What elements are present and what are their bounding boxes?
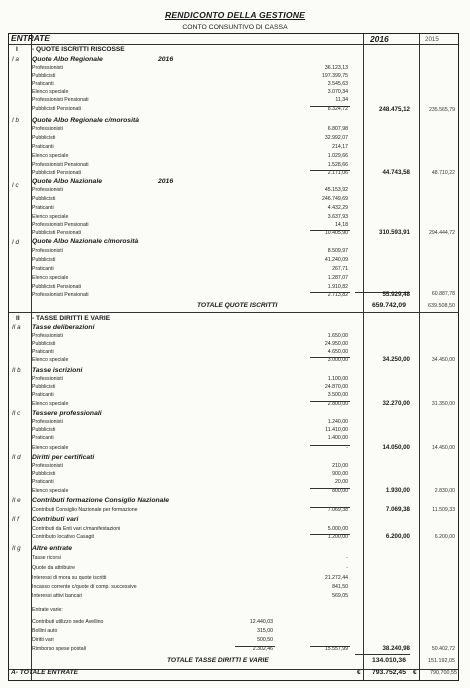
subtotal-rule (310, 445, 350, 446)
line-item-label: Pubblicisti (32, 257, 56, 263)
line-item-label: Pubblicisti Pensionati (32, 284, 82, 290)
line-item-label: Pubblicisti (32, 341, 56, 347)
line-item-value: 41.240,09 (324, 257, 348, 263)
subtotal-rule (310, 534, 350, 535)
line-item-label: Pubblicisti (32, 73, 56, 79)
line-item-value: 32.992,07 (324, 135, 348, 141)
line-item-label: Praticanti (32, 392, 54, 398)
line-item-label: Incasso corrente c/quote di comp. successive (32, 584, 137, 590)
group-prev-total: 235.565,79 (429, 107, 455, 113)
group-code: II f (12, 516, 19, 523)
line-item-value: 210,00 (332, 463, 348, 469)
line-item-label: Pubblicisti (32, 384, 56, 390)
group-prev-total: 14.450,00 (431, 445, 455, 451)
line-item-value: 267,71 (332, 266, 348, 272)
line-item-label: Professionisti (32, 333, 63, 339)
group-code: I a (12, 56, 19, 63)
line-item-value: 1.287,07 (327, 275, 348, 281)
line-item-value: 24.950,00 (324, 341, 348, 347)
table-header-row (9, 34, 458, 45)
group-code: II d (12, 454, 21, 461)
group-title: Quote Albo Regionale (32, 56, 103, 63)
line-item-value: - (346, 565, 348, 571)
line-item-label: Professionisti Pensionati (32, 162, 89, 168)
line-item-value: 10.405,90 (324, 230, 348, 236)
line-item-value: 214,17 (332, 144, 348, 150)
subtotal-rule (310, 401, 350, 402)
line-item-value: 1.029,66 (327, 153, 348, 159)
section-total-prev: 151.192,05 (428, 658, 455, 664)
line-item-value: 5.000,00 (327, 526, 348, 532)
line-item-label: Praticanti (32, 81, 54, 87)
line-item-label: Elenco speciale (32, 488, 69, 494)
line-item-value: 3.000,00 (327, 357, 348, 363)
group-prev-total: 6.200,00 (434, 534, 455, 540)
group-prev-total: 11.509,33 (432, 507, 455, 513)
line-item-label: Pubblicisti Pensionati (32, 230, 82, 236)
line-item-label: Professionisti (32, 376, 63, 382)
line-item-value: 197.399,75 (322, 73, 348, 79)
line-item-value: 2.302,46 (252, 646, 273, 652)
group-prev-total: 294.444,72 (429, 230, 455, 236)
section-divider (9, 312, 459, 313)
group-title: Quote Albo Nazionale c/morosità (32, 238, 139, 245)
group-title: Contributi formazione Consiglio Nazionale (32, 497, 170, 504)
line-item-value: 14,18 (335, 222, 348, 228)
report-subtitle: CONTO CONSUNTIVO DI CASSA (182, 24, 288, 31)
line-item-label: Professionisti (32, 126, 63, 132)
group-title: Tasse deliberazioni (32, 324, 95, 331)
section-total-value: 659.742,09 (371, 302, 406, 309)
line-item-label: Tasse ricorsi (32, 555, 61, 561)
group-prev-total: 34.450,00 (431, 357, 455, 363)
line-item-value: 36.123,13 (324, 65, 348, 71)
subtotal-rule (235, 646, 275, 647)
grand-total-value: 793.752,45 (371, 669, 406, 676)
subtotal-rule (310, 170, 350, 171)
group-code: I c (12, 182, 19, 189)
line-item-value: 8.324,72 (327, 106, 348, 112)
grand-total-prev: 790.700,55 (430, 670, 457, 676)
line-item-value: 246.749,69 (322, 196, 348, 202)
line-item-value: 1.910,82 (327, 284, 348, 290)
total-rule (355, 654, 410, 655)
group-title: Tessere professionali (32, 410, 102, 417)
subtotal-rule (310, 507, 350, 508)
group-total: 6.200,00 (385, 533, 410, 540)
report-title: RENDICONTO DELLA GESTIONE (164, 10, 306, 20)
line-item-label: Elenco speciale (32, 275, 69, 281)
line-item-label: Elenco speciale (32, 214, 69, 220)
line-item-label: Professionisti (32, 419, 63, 425)
year-current-heading: 2016 (370, 34, 389, 44)
line-item-value: 7.069,38 (327, 507, 348, 513)
section-title: - TASSE DIRITTI E VARIE (32, 315, 111, 322)
subtotal-rule (310, 106, 350, 107)
line-item-label: Elenco speciale (32, 89, 69, 95)
group-prev-total: 2.830,00 (434, 488, 455, 494)
line-item-label: Interessi di mora su quote iscritti (32, 575, 107, 581)
group-title: Quote Albo Regionale c/morosità (32, 117, 140, 124)
line-item-label: Professionisti (32, 65, 63, 71)
subtotal-rule (310, 230, 350, 231)
line-item-label: Elenco speciale (32, 153, 69, 159)
group-code: II c (12, 410, 21, 417)
line-item-label: Praticanti (32, 435, 54, 441)
group-title: Tasse iscrizioni (32, 367, 83, 374)
line-item-value: 21.272,44 (324, 575, 348, 581)
line-item-label: Praticanti (32, 205, 54, 211)
group-prev-total: 31.350,00 (431, 401, 455, 407)
line-item-label: Professionisti (32, 248, 63, 254)
line-item-label: Pubblicisti (32, 471, 56, 477)
group-total: 310.593,91 (379, 229, 410, 236)
line-item-value: 4.432,29 (327, 205, 348, 211)
line-item-value: 800,00 (332, 488, 348, 494)
line-item-label: Professionisti Pensionati (32, 292, 89, 298)
group-total: 1.930,00 (385, 487, 410, 494)
line-item-value: 841,50 (332, 584, 348, 590)
line-item-value: - (346, 555, 348, 561)
line-item-value: 11.410,00 (325, 427, 348, 433)
group-total: 55.929,48 (382, 291, 410, 298)
section-total-value: 134.010,36 (371, 657, 406, 664)
grand-total-label: A- TOTALE ENTRATE (11, 669, 79, 676)
line-item-value: 3.545,63 (327, 81, 348, 87)
line-item-value: 2.800,00 (327, 401, 348, 407)
line-item-label: Professionisti (32, 187, 63, 193)
line-item-value: 3.070,34 (327, 89, 348, 95)
line-item-label: Praticanti (32, 479, 54, 485)
line-item-value: 500,50 (257, 637, 273, 643)
group-title: Altre entrate (32, 545, 73, 552)
group-prev-total: 50.402,72 (431, 646, 455, 652)
group-code: II e (12, 497, 21, 504)
group-code: II g (12, 545, 21, 552)
subtotal-rule (310, 488, 350, 489)
entrate-heading: ENTRATE (11, 33, 50, 43)
line-item-label: Contributi utilizzo sede Avellino (32, 619, 104, 625)
group-code: I d (12, 239, 19, 246)
group-code: II a (12, 324, 21, 331)
line-item-label: Elenco speciale (32, 401, 69, 407)
line-item-value: 45.153,92 (324, 187, 348, 193)
line-item-value: 2.171,06 (327, 170, 348, 176)
line-item-label: Contributi da Enti vari c/manifestazioni (32, 526, 121, 532)
line-item-value: 1.200,00 (327, 534, 348, 540)
line-item-value: 4.650,00 (327, 349, 348, 355)
section-number: II (16, 315, 20, 322)
line-item-value: 6.807,98 (327, 126, 348, 132)
line-item-value: - (346, 445, 348, 451)
line-item-label: Praticanti (32, 349, 54, 355)
line-item-value: 1.100,00 (327, 376, 348, 382)
line-item-value: 11,34 (335, 97, 348, 103)
group-prev-total: 60.887,78 (431, 291, 455, 297)
line-item-label: Interessi attivi bancari (32, 593, 83, 599)
line-item-label: Pubblicisti (32, 196, 56, 202)
line-item-label: Quote da attribuire (32, 565, 75, 571)
group-code: II b (12, 367, 21, 374)
line-item-value: 3.637,93 (327, 214, 348, 220)
line-item-value: 1.240,00 (327, 419, 348, 425)
group-year: 2016 (158, 178, 174, 185)
line-item-label: Praticanti (32, 144, 54, 150)
subtotal-rule (310, 357, 350, 358)
line-item-value: 900,00 (332, 471, 348, 477)
line-item-value: 24.870,00 (324, 384, 348, 390)
line-item-value: 315,00 (257, 628, 273, 634)
group-total: 14.050,00 (382, 444, 410, 451)
group-code: I b (12, 117, 19, 124)
line-item-label: Pubblicisti Pensionati (32, 170, 82, 176)
group-title: Diritti per certificati (32, 454, 95, 461)
group-title: Quote Albo Nazionale (32, 178, 102, 185)
year-prev-heading: 2015 (425, 36, 439, 43)
group-total: 7.069,38 (385, 506, 410, 513)
line-item-value: 12.440,03 (249, 619, 273, 625)
section-total-label: TOTALE QUOTE ISCRITTI (197, 302, 278, 309)
line-item-label: Pubblicisti (32, 135, 56, 141)
section-title: - QUOTE ISCRITTI RISCOSSE (32, 46, 125, 53)
line-item-value: 2.713,82 (327, 292, 348, 298)
line-item-label: Elenco speciale (32, 357, 69, 363)
euro-symbol: € (357, 669, 361, 676)
prev-year-column-divider (419, 34, 420, 680)
line-item-value: 3.500,00 (327, 392, 348, 398)
line-item-label: Elenco speciale (32, 445, 69, 451)
group-prev-total: 48.710,22 (431, 170, 455, 176)
group-total: 32.270,00 (382, 400, 410, 407)
line-item-label: Professionisti (32, 463, 63, 469)
entrate-varie-label: Entrate varie: (32, 607, 63, 613)
section-number: I (16, 46, 18, 53)
line-item-label: Rimborso spese postali (32, 646, 86, 652)
section-total-label: TOTALE TASSE DIRITTI E VARIE (167, 657, 269, 664)
line-item-label: Diritti vari (32, 637, 54, 643)
group-total: 38.240,98 (382, 645, 410, 652)
line-item-value: 1.528,66 (327, 162, 348, 168)
line-item-label: Professionisti Pensionati (32, 97, 89, 103)
line-item-label: Pubblicisti (32, 427, 56, 433)
group-total: 44.743,58 (382, 169, 410, 176)
line-item-label: Pubblicisti Pensionati (32, 106, 82, 112)
line-item-label: Praticanti (32, 266, 54, 272)
line-item-value: 569,05 (332, 593, 348, 599)
euro-symbol: € (413, 669, 417, 676)
line-item-label: Professionisti Pensionati (32, 222, 89, 228)
group-total: 248.475,12 (379, 106, 410, 113)
subtotal-rule (310, 292, 350, 293)
group-total: 34.250,00 (382, 356, 410, 363)
group-title: Contributi vari (32, 516, 79, 523)
line-item-label: Contributo locativo Casagit (32, 534, 94, 540)
line-item-value: 20,00 (335, 479, 348, 485)
section-total-prev: 639.508,50 (428, 303, 455, 309)
varie-subtotal: 15.557,99 (324, 646, 348, 652)
group-year: 2016 (158, 56, 174, 63)
line-item-label: Contributi Consiglio Nazionale per formazione (32, 507, 138, 513)
line-item-value: 1.650,00 (327, 333, 348, 339)
line-item-value: 8.509,97 (327, 248, 348, 254)
line-item-value: 1.400,00 (327, 435, 348, 441)
line-item-label: Bollini auto (32, 628, 58, 634)
